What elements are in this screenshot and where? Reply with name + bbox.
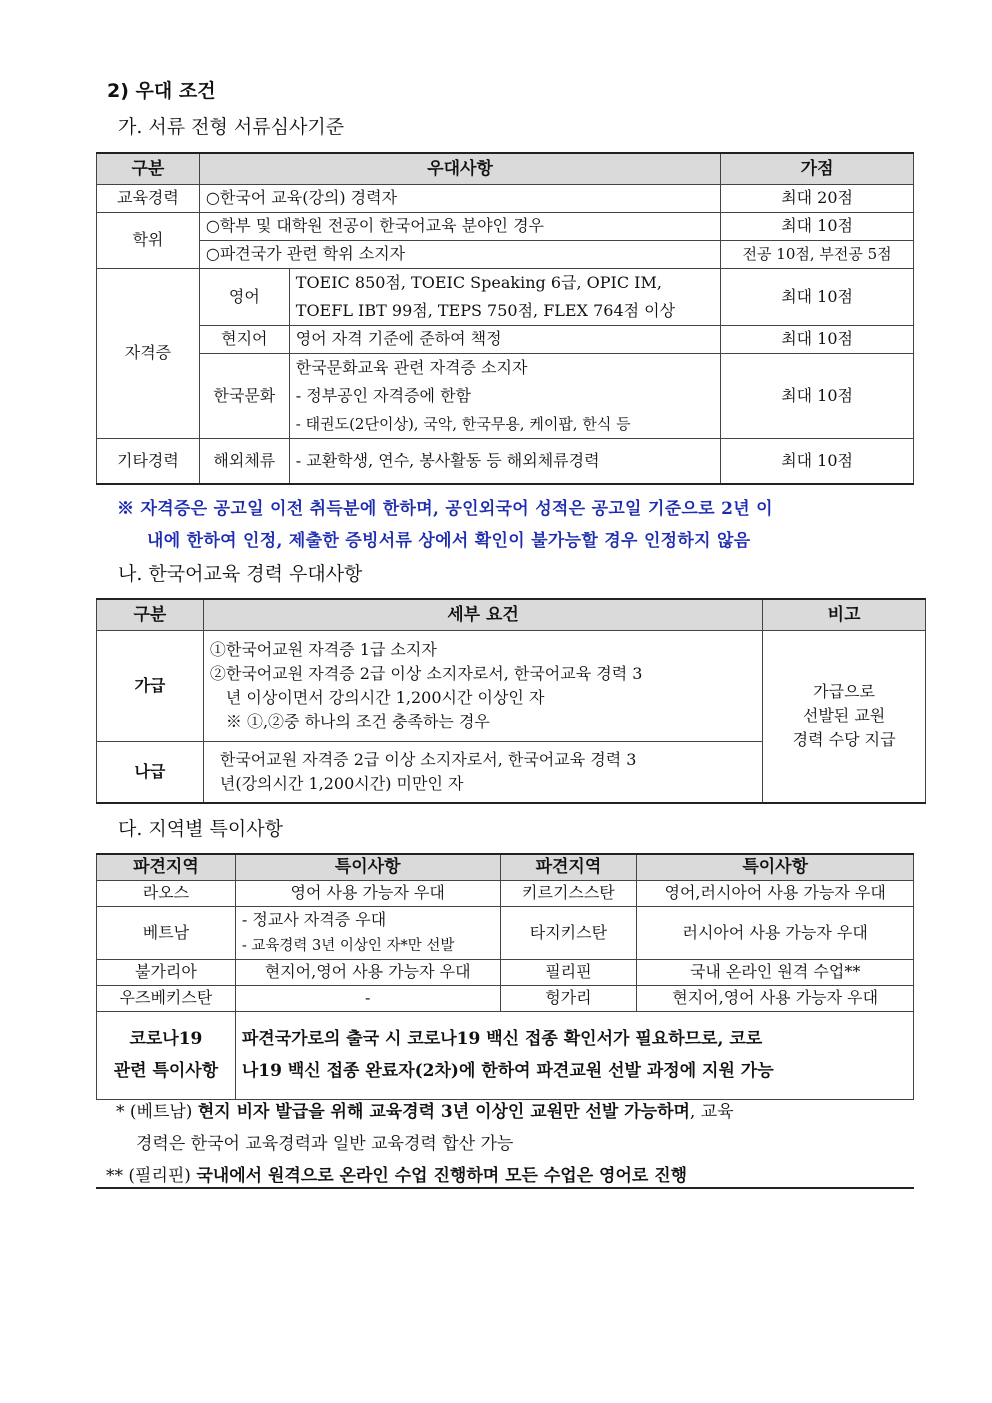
remark-cell [763,630,926,803]
grade-a-line-2: ②한국어교원 자격증 2급 이상 소지자로서, 한국어교육 경력 3 [209,663,643,683]
row-english-label: 영어 [199,268,289,325]
region-hungary: 헝가리 [500,985,637,1011]
covid-note [235,1011,913,1099]
row-local-label: 현지어 [199,325,289,353]
covid-label-line-2: 관련 특이사항 [113,1061,219,1081]
header-grade: 구분 [97,599,204,630]
note-hungary: 현지어,영어 사용 가능자 우대 [637,985,914,1011]
subsection-a-title: 가. 서류 전형 서류심사기준 [118,116,345,138]
footnote-vietnam-bold: 현지 비자 발급을 위해 교육경력 3년 이상인 교원만 선발 가능하며 [197,1102,690,1122]
covid-line-2: 나19 백신 접종 완료자(2차)에 한하여 파견교원 선발 과정에 지원 가능 [241,1061,774,1081]
row-culture-item [289,353,720,438]
header-remark: 비고 [763,599,926,630]
footnote-vietnam-line-2: 경력은 한국어 교육경력과 일반 교육경력 합산 가능 [136,1134,514,1154]
grade-b-line-1: 한국어교원 자격증 2급 이상 소지자로서, 한국어교육 경력 3 [219,749,637,769]
region-philippines: 필리핀 [500,959,637,985]
covid-label-line-1: 코로나19 [129,1029,203,1049]
notice-line-1: ※ 자격증은 공고일 이전 취득분에 한하며, 공인외국어 성적은 공고일 기준으로 2년 이 [117,499,773,519]
grade-a-label: 가급 [97,630,204,741]
header-region-1: 파견지역 [97,854,236,880]
covid-label [97,1011,236,1099]
remark-line-2: 선발된 교원 [802,706,886,726]
covid-line-1: 파견국가로의 출국 시 코로나19 백신 접종 확인서가 필요하므로, 코로 [241,1029,763,1049]
footnote-vietnam-suffix: , 교육 [689,1102,734,1122]
vietnam-line-1: - 정교사 자격증 우대 [241,909,387,929]
footnote-philippines-bold: 국내에서 원격으로 온라인 수업 진행하며 모든 수업은 영어로 진행 [196,1166,688,1186]
row-education-points: 최대 20점 [721,184,914,212]
header-preference: 우대사항 [199,153,720,184]
grade-a-line-4: ※ ①,②중 하나의 조건 충족하는 경우 [225,711,490,731]
grade-b-label: 나급 [97,741,204,803]
english-line-1: TOEIC 850점, TOEIC Speaking 6급, OPIC IM, [295,272,662,292]
bottom-rule [96,1187,914,1189]
grade-b-requirements [203,741,762,803]
grade-a-requirements [203,630,762,741]
subsection-c-title: 다. 지역별 특이사항 [118,818,283,840]
row-culture-points: 최대 10점 [721,353,914,438]
remark-line-3: 경력 수당 지급 [792,730,896,750]
row-degree-label: 학위 [97,212,200,268]
row-degree-item-2: ○파견국가 관련 학위 소지자 [199,240,720,268]
row-abroad-item: - 교환학생, 연수, 봉사활동 등 해외체류경력 [289,438,720,484]
header-points: 가점 [721,153,914,184]
note-uzbekistan: - [235,985,500,1011]
regional-notes-table [96,853,914,1100]
region-tajikistan: 타지키스탄 [500,906,637,959]
row-degree-item-1: ○학부 및 대학원 전공이 한국어교육 분야인 경우 [199,212,720,240]
region-bulgaria: 불가리아 [97,959,236,985]
row-education-label: 교육경력 [97,184,200,212]
row-abroad-points: 최대 10점 [721,438,914,484]
note-bulgaria: 현지어,영어 사용 가능자 우대 [235,959,500,985]
header-category: 구분 [97,153,200,184]
culture-line-1: 한국문화교육 관련 자격증 소지자 [295,357,528,377]
row-english-points: 최대 10점 [721,268,914,325]
notice-line-2: 내에 한하여 인정, 제출한 증빙서류 상에서 확인이 불가능할 경우 인정하지 않음 [147,531,751,551]
header-note-1: 특이사항 [235,854,500,880]
note-tajikistan: 러시아어 사용 가능자 우대 [637,906,914,959]
note-laos: 영어 사용 가능자 우대 [235,880,500,906]
header-requirements: 세부 요건 [203,599,762,630]
footnote-vietnam-prefix: * (베트남) [116,1102,198,1122]
remark-line-1: 가급으로 [813,682,875,702]
row-other-label: 기타경력 [97,438,200,484]
region-laos: 라오스 [97,880,236,906]
subsection-b-title: 나. 한국어교육 경력 우대사항 [118,563,363,585]
row-degree-points-2: 전공 10점, 부전공 5점 [721,240,914,268]
row-degree-points-1: 최대 10점 [721,212,914,240]
footnote-vietnam-line-1 [100,1096,915,1128]
vietnam-line-2: - 교육경력 3년 이상인 자*만 선발 [241,937,455,954]
header-region-2: 파견지역 [500,854,637,880]
row-local-item: 영어 자격 기준에 준하여 책정 [289,325,720,353]
region-uzbekistan: 우즈베키스탄 [97,985,236,1011]
row-cert-label: 자격증 [97,268,200,438]
footnote-vietnam [100,1096,915,1160]
note-philippines: 국내 온라인 원격 수업** [637,959,914,985]
row-culture-label: 한국문화 [199,353,289,438]
grade-a-line-1: ①한국어교원 자격증 1급 소지자 [209,639,437,659]
row-local-points: 최대 10점 [721,325,914,353]
culture-line-2: - 정부공인 자격증에 한함 [295,385,471,405]
header-note-2: 특이사항 [637,854,914,880]
grade-a-line-3: 년 이상이면서 강의시간 1,200시간 이상인 자 [225,687,545,707]
region-kyrgyzstan: 키르기스스탄 [500,880,637,906]
culture-line-3: - 태권도(2단이상), 국악, 한국무용, 케이팝, 한식 등 [295,414,631,433]
section-title: 2) 우대 조건 [107,80,216,102]
note-kyrgyzstan: 영어,러시아어 사용 가능자 우대 [637,880,914,906]
region-vietnam: 베트남 [97,906,236,959]
row-abroad-label: 해외체류 [199,438,289,484]
screening-criteria-table [96,152,914,485]
note-vietnam [235,906,500,959]
footnote-philippines-prefix: ** (필리핀) [106,1166,197,1186]
row-english-item [289,268,720,325]
grade-b-line-2: 년(강의시간 1,200시간) 미만인 자 [219,773,464,793]
cert-notice [117,493,927,557]
english-line-2: TOEFL IBT 99점, TEPS 750점, FLEX 764점 이상 [295,300,676,320]
experience-table [96,598,926,804]
row-education-item: ○한국어 교육(강의) 경력자 [199,184,720,212]
